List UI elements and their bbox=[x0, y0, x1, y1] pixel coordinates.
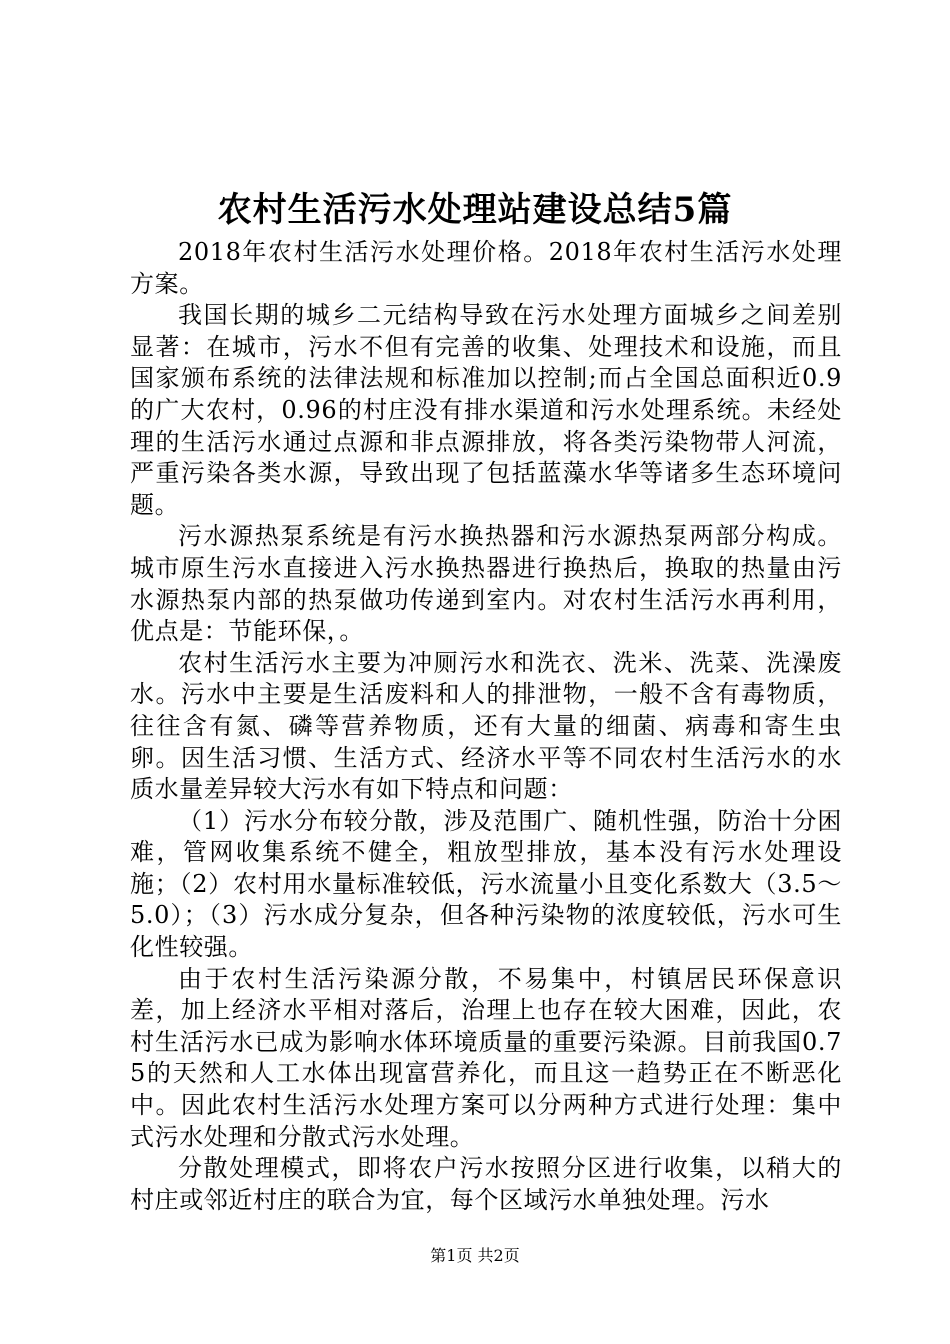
document-title: 农村生活污水处理站建设总结5篇 bbox=[217, 190, 733, 230]
paragraph-2: 我国长期的城乡二元结构导致在污水处理方面城乡之间差别显著：在城市，污水不但有完善的收集、处理技术和设施，而且国家颁布系统的法律法规和标准加以控制;而占全国总面积近0.9的广大农村，0.96的村庄没有排水渠道和污水处理系统。未经处理的生活污水通过点源和非点源排放，将各类污染物带人河流，严重污染各类水源，导致出现了包括蓝藻水华等诸多生态环境问题。 bbox=[130, 301, 842, 519]
paragraph-5: （1）污水分布较分散，涉及范围广、随机性强，防治十分困难，管网收集系统不健全，粗放型排放，基本没有污水处理设施；（2）农村用水量标准较低，污水流量小且变化系数大（3.5～5.0）；（3）污水成分复杂，但各种污染物的浓度较低，污水可生化性较强。 bbox=[130, 806, 842, 962]
paragraph-4: 农村生活污水主要为冲厕污水和洗衣、洗米、洗菜、洗澡废水。污水中主要是生活废料和人的排泄物，一般不含有毒物质，往往含有氮、磷等营养物质，还有大量的细菌、病毒和寄生虫卵。因生活习惯、生活方式、经济水平等不同农村生活污水的水质水量差异较大污水有如下特点和问题： bbox=[130, 648, 842, 804]
paragraph-6: 由于农村生活污染源分散，不易集中，村镇居民环保意识差，加上经济水平相对落后，治理上也存在较大困难，因此，农村生活污水已成为影响水体环境质量的重要污染源。目前我国0.75的天然和人工水体出现富营养化，而且这一趋势正在不断恶化中。因此农村生活污水处理方案可以分两种方式进行处理：集中式污水处理和分散式污水处理。 bbox=[130, 964, 842, 1151]
paragraph-1: 2018年农村生活污水处理价格。2018年农村生活污水处理方案。 bbox=[130, 238, 842, 298]
page-footer: 第1页 共2页 bbox=[430, 1246, 520, 1265]
paragraph-3: 污水源热泵系统是有污水换热器和污水源热泵两部分构成。城市原生污水直接进入污水换热器进行换热后，换取的热量由污水源热泵内部的热泵做功传递到室内。对农村生活污水再利用，优点是：节能环保，。 bbox=[130, 522, 842, 646]
paragraph-7: 分散处理模式，即将农户污水按照分区进行收集，以稍大的村庄或邻近村庄的联合为宜，每个区域污水单独处理。污水 bbox=[130, 1154, 842, 1214]
document-body bbox=[130, 237, 842, 1216]
